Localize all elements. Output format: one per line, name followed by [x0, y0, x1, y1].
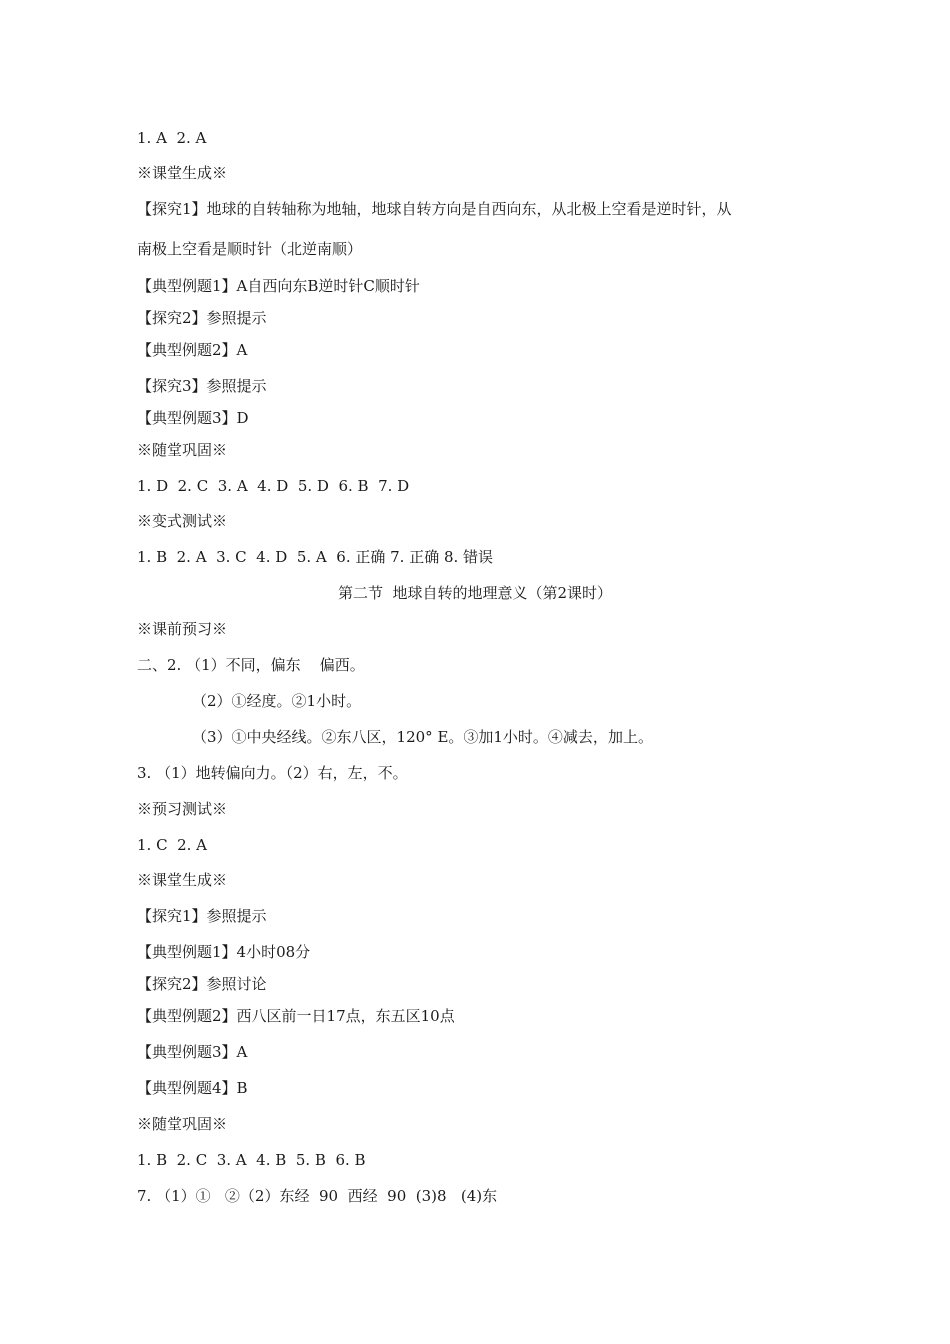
answer-line: 二、2. （1）不同，偏东 偏西。 [137, 656, 365, 674]
answer-line: 【典型例题1】A自西向东B逆时针C顺时针 [137, 277, 420, 295]
answer-line: 1. B 2. A 3. C 4. D 5. A 6. 正确 7. 正确 8. 错误 [137, 548, 494, 566]
answer-line: 【典型例题2】A [137, 341, 248, 359]
section-heading: ※课堂生成※ [137, 164, 228, 182]
answer-line: 1. B 2. C 3. A 4. B 5. B 6. B [137, 1151, 366, 1169]
answer-line: 【典型例题3】A [137, 1043, 248, 1061]
section-heading: ※课堂生成※ [137, 871, 228, 889]
answer-line: 7. （1）① ②（2）东经 90 西经 90 (3)8 (4)东 [137, 1187, 498, 1205]
chapter-title: 第二节 地球自转的地理意义（第2课时） [337, 584, 613, 602]
answer-line: 【典型例题2】西八区前一日17点，东五区10点 [137, 1007, 455, 1025]
paragraph-line: 【探究1】地球的自转轴称为地轴，地球自转方向是自西向东，从北极上空看是逆时针，从 [137, 200, 732, 218]
answer-line: （3）①中央经线。②东八区，120° E。③加1小时。④减去，加上。 [192, 728, 653, 746]
answer-line: 【典型例题1】4小时08分 [137, 943, 311, 961]
answer-line: 1. C 2. A [137, 836, 208, 854]
answer-line: 1. A 2. A [137, 129, 207, 147]
section-heading: ※随堂巩固※ [137, 1115, 228, 1133]
section-heading: ※变式测试※ [137, 512, 228, 530]
section-heading: ※随堂巩固※ [137, 441, 228, 459]
answer-line: 【探究2】参照讨论 [137, 975, 267, 993]
answer-line: 3. （1）地转偏向力。（2）右，左，不。 [137, 764, 408, 782]
answer-line: 1. D 2. C 3. A 4. D 5. D 6. B 7. D [137, 477, 410, 495]
answer-line: 【典型例题3】D [137, 409, 249, 427]
section-heading: ※课前预习※ [137, 620, 228, 638]
answer-line: 【探究2】参照提示 [137, 309, 267, 327]
answer-line: 【探究1】参照提示 [137, 907, 267, 925]
answer-line: 【探究3】参照提示 [137, 377, 267, 395]
answer-line: （2）①经度。②1小时。 [192, 692, 362, 710]
answer-line: 【典型例题4】B [137, 1079, 248, 1097]
section-heading: ※预习测试※ [137, 800, 228, 818]
paragraph-line: 南极上空看是顺时针（北逆南顺） [137, 240, 363, 258]
